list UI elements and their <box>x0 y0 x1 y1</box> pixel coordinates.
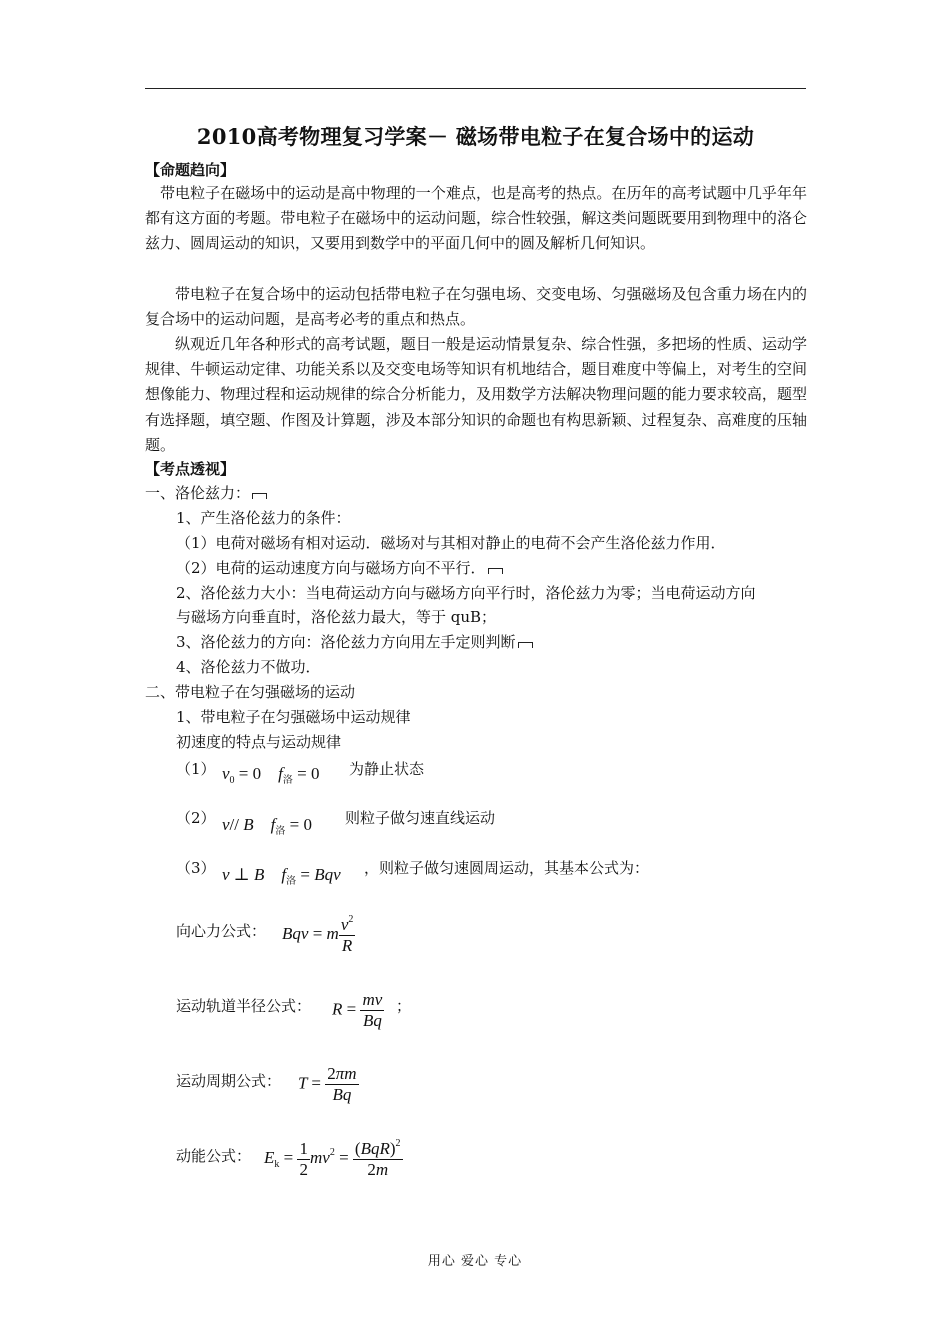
item-1b: （2）电荷的运动速度方向与磁场方向不平行． <box>176 557 503 578</box>
item-1: 1、产生洛伦兹力的条件： <box>176 509 351 527</box>
case-2-formula: v// B $f_洛 = 0$ <box>222 815 312 837</box>
case-1-formula: $v_0 = 0$ $f_洛 = 0$ <box>222 764 320 786</box>
item-4: 4、洛伦兹力不做功． <box>176 658 321 676</box>
formula-1-label: 向心力公式： <box>176 922 267 940</box>
item-1a: （1）电荷对磁场有相对运动．磁场对与其相对静止的电荷不会产生洛伦兹力作用． <box>176 534 726 552</box>
formula-period: T = $\frac{2\pi m}{Bq}$ <box>298 1064 357 1104</box>
formula-3-label: 运动周期公式： <box>176 1072 282 1090</box>
formula-2-label: 运动轨道半径公式： <box>176 997 312 1015</box>
formula-kinetic-energy: $E_k$ = $\frac{1}{2}$ $mv^2$ = $\frac{(BqR)^2}{2m}$ <box>264 1138 401 1179</box>
case-1-label: （1） <box>176 760 216 778</box>
case-3-formula: v ⊥ B $f_洛$ = Bqv <box>222 865 341 887</box>
sub-heading-2: 初速度的特点与运动规律 <box>176 733 342 751</box>
formula-centripetal: Bqv = m $\frac{v^2}{R}$ <box>282 914 354 955</box>
formula-radius: R = $\frac{mv}{Bq}$ <box>332 990 383 1030</box>
section-heading-points: 【考点透视】 <box>145 460 236 478</box>
paragraph-2: 带电粒子在复合场中的运动包括带电粒子在匀强电场、交变电场、匀强磁场及包含重力场在内的复合场中的运动问题，是高考必考的重点和热点。 <box>145 285 807 329</box>
item-2b: 与磁场方向垂直时，洛伦兹力最大，等于 quB； <box>176 608 497 626</box>
case-2-text: 则粒子做匀速直线运动 <box>345 809 496 827</box>
bracket-mark-icon <box>488 568 503 574</box>
case-2-label: （2） <box>176 809 216 827</box>
item-3: 3、洛伦兹力的方向：洛伦兹力方向用左手定则判断 <box>176 631 533 652</box>
top-rule <box>145 88 806 89</box>
case-3-text: ，则粒子做匀速圆周运动，其基本公式为： <box>364 859 650 877</box>
part-lorentz-force: 一、洛伦兹力： <box>145 482 267 503</box>
page-footer: 用心 爱心 专心 <box>427 1254 523 1269</box>
formula-4-label: 动能公式： <box>176 1147 252 1165</box>
paragraph-1: 带电粒子在磁场中的运动是高中物理的一个难点，也是高考的热点。在历年的高考试题中几乎年年都有这方面的考题。带电粒子在磁场中的运动问题，综合性较强，解这类问题既要用到物理中的洛仑兹力、圆周运动的知识，又要用到数学中的平面几何中的圆及解析几何知识。 <box>145 184 807 253</box>
item-2a: 2、洛伦兹力大小：当电荷运动方向与磁场方向平行时，洛伦兹力为零；当电荷运动方向 <box>176 584 756 602</box>
formula-2-tail: ； <box>396 997 412 1015</box>
part-uniform-field: 二、带电粒子在匀强磁场的运动 <box>145 683 356 701</box>
section-heading-trend: 【命题趋向】 <box>145 161 236 179</box>
paragraph-3: 纵观近几年各种形式的高考试题，题目一般是运动情景复杂、综合性强，多把场的性质、运动学规律、牛顿运动定律、功能关系以及交变电场等知识有机地结合，题目难度中等偏上，对考生的空间想像能力、物理过程和运动规律的综合分析能力，及用数学方法解决物理问题的能力要求较高，题型有选择题，填空题、作图及计算题，涉及本部分知识的命题也有构思新颖、过程复杂、高难度的压轴题。 <box>145 335 807 454</box>
case-3-label: （3） <box>176 859 216 877</box>
case-1-text: 为静止状态 <box>349 760 425 778</box>
sub-heading-1: 1、带电粒子在匀强磁场中运动规律 <box>176 708 411 726</box>
bracket-mark-icon <box>252 493 267 499</box>
bracket-mark-icon <box>518 642 533 648</box>
page-title: 2010高考物理复习学案－ 磁场带电粒子在复合场中的运动 <box>196 124 755 149</box>
